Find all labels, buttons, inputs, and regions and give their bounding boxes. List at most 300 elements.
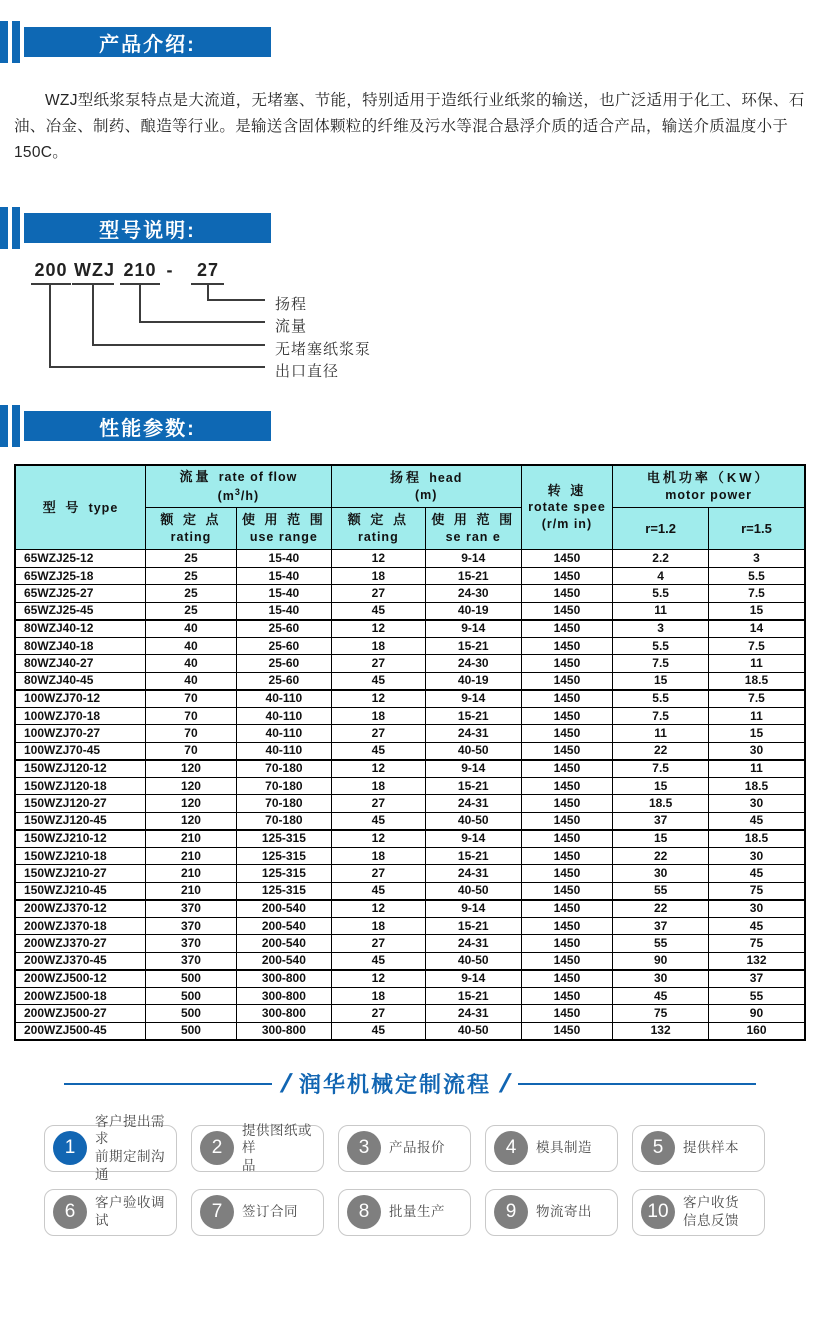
value-cell: 24-31 (425, 795, 521, 813)
value-cell: 7.5 (613, 655, 709, 673)
value-cell: 1450 (521, 585, 613, 603)
value-cell: 12 (331, 550, 425, 568)
value-cell: 3 (708, 550, 805, 568)
value-cell: 24-31 (425, 865, 521, 883)
decor-slash-right: / (498, 1068, 511, 1098)
model-token-outlet: 200 (34, 260, 68, 281)
model-cell: 65WZJ25-45 (15, 602, 145, 620)
value-cell: 40 (145, 655, 236, 673)
connector-line (49, 284, 265, 368)
value-cell: 15-21 (425, 847, 521, 865)
value-cell: 27 (331, 655, 425, 673)
value-cell: 22 (613, 847, 709, 865)
col-head-rating: 额 定 点 rating (331, 508, 425, 550)
process-step (338, 1125, 471, 1172)
value-cell: 1450 (521, 935, 613, 953)
value-cell: 30 (613, 865, 709, 883)
intro-paragraph: WZJ型纸浆泵特点是大流道，无堵塞、节能，特别适用于造纸行业纸浆的输送，也广泛适用于化工、环保、石油、冶金、制药、酿造等行业。是输送含固体颗粒的纤维及污水等混合悬浮介质的适合产品，输送介质温度小于150C。 (14, 92, 805, 162)
process-step (485, 1189, 618, 1236)
model-cell: 100WZJ70-12 (15, 690, 145, 708)
value-cell: 120 (145, 795, 236, 813)
value-cell: 24-30 (425, 655, 521, 673)
value-cell: 15-21 (425, 567, 521, 585)
process-step (44, 1113, 177, 1182)
step-label: 客户提出需求 前期定制沟通 (95, 1113, 165, 1182)
value-cell: 1450 (521, 795, 613, 813)
value-cell: 18.5 (708, 672, 805, 690)
value-cell: 40-110 (236, 742, 331, 760)
table-row (15, 935, 805, 953)
value-cell: 15-21 (425, 707, 521, 725)
process-step (191, 1122, 324, 1173)
value-cell: 40 (145, 672, 236, 690)
value-cell: 25 (145, 602, 236, 620)
table-row (15, 672, 805, 690)
value-cell: 40-110 (236, 725, 331, 743)
decor-line-right (518, 1083, 756, 1085)
value-cell: 18.5 (613, 795, 709, 813)
value-cell: 500 (145, 987, 236, 1005)
model-cell: 80WZJ40-12 (15, 620, 145, 638)
value-cell: 15 (708, 725, 805, 743)
value-cell: 210 (145, 882, 236, 900)
performance-table (14, 464, 806, 1040)
model-cell: 200WZJ370-18 (15, 917, 145, 935)
value-cell: 7.5 (708, 637, 805, 655)
model-cell: 65WZJ25-27 (15, 585, 145, 603)
value-cell: 5.5 (708, 567, 805, 585)
value-cell: 12 (331, 690, 425, 708)
section-header-model (0, 206, 820, 250)
value-cell: 15-21 (425, 637, 521, 655)
value-cell: 45 (331, 882, 425, 900)
value-cell: 45 (708, 812, 805, 830)
value-cell: 30 (708, 795, 805, 813)
value-cell: 1450 (521, 620, 613, 638)
section-title-intro: 产品介绍: (24, 27, 271, 57)
value-cell: 25-60 (236, 655, 331, 673)
value-cell: 300-800 (236, 1005, 331, 1023)
step-label: 签订合同 (242, 1204, 298, 1220)
value-cell: 125-315 (236, 830, 331, 848)
step-number-badge: 5 (641, 1131, 675, 1165)
value-cell: 90 (708, 1005, 805, 1023)
value-cell: 75 (708, 882, 805, 900)
value-cell: 9-14 (425, 900, 521, 918)
step-number-badge: 3 (347, 1131, 381, 1165)
value-cell: 45 (331, 672, 425, 690)
table-row (15, 865, 805, 883)
value-cell: 70-180 (236, 777, 331, 795)
value-cell: 25 (145, 567, 236, 585)
value-cell: 160 (708, 1022, 805, 1040)
diagram-label-pump: 无堵塞纸浆泵 (275, 341, 372, 359)
model-token-dash: - (166, 260, 174, 281)
step-number-badge: 8 (347, 1195, 381, 1229)
value-cell: 210 (145, 865, 236, 883)
value-cell: 15-21 (425, 987, 521, 1005)
value-cell: 40-19 (425, 672, 521, 690)
value-cell: 18 (331, 917, 425, 935)
table-row (15, 952, 805, 970)
value-cell: 18 (331, 707, 425, 725)
value-cell: 45 (331, 742, 425, 760)
decor-stripe (0, 405, 8, 447)
diagram-label-flow: 流量 (275, 318, 308, 336)
value-cell: 70 (145, 742, 236, 760)
value-cell: 25 (145, 550, 236, 568)
value-cell: 15 (613, 830, 709, 848)
model-token-head: 27 (196, 260, 220, 281)
value-cell: 18 (331, 777, 425, 795)
model-cell: 200WZJ500-45 (15, 1022, 145, 1040)
step-label: 物流寄出 (536, 1204, 592, 1220)
decor-slash-left: / (279, 1068, 292, 1098)
value-cell: 15 (708, 602, 805, 620)
value-cell: 370 (145, 917, 236, 935)
value-cell: 45 (331, 1022, 425, 1040)
table-row (15, 637, 805, 655)
model-cell: 150WZJ210-27 (15, 865, 145, 883)
model-token-flow: 210 (123, 260, 157, 281)
step-label: 产品报价 (389, 1140, 445, 1156)
table-row (15, 970, 805, 988)
table-row (15, 550, 805, 568)
table-row (15, 760, 805, 778)
value-cell: 12 (331, 760, 425, 778)
value-cell: 300-800 (236, 987, 331, 1005)
table-header (15, 465, 805, 549)
step-number-badge: 4 (494, 1131, 528, 1165)
value-cell: 1450 (521, 987, 613, 1005)
value-cell: 1450 (521, 725, 613, 743)
value-cell: 11 (708, 707, 805, 725)
value-cell: 1450 (521, 830, 613, 848)
value-cell: 1450 (521, 567, 613, 585)
value-cell: 9-14 (425, 690, 521, 708)
value-cell: 27 (331, 935, 425, 953)
model-cell: 65WZJ25-12 (15, 550, 145, 568)
value-cell: 11 (708, 655, 805, 673)
process-step (485, 1125, 618, 1172)
value-cell: 120 (145, 812, 236, 830)
value-cell: 1450 (521, 1022, 613, 1040)
value-cell: 55 (613, 935, 709, 953)
value-cell: 15-40 (236, 567, 331, 585)
value-cell: 4 (613, 567, 709, 585)
model-cell: 200WZJ370-12 (15, 900, 145, 918)
model-cell: 150WZJ120-12 (15, 760, 145, 778)
value-cell: 40 (145, 637, 236, 655)
value-cell: 1450 (521, 777, 613, 795)
value-cell: 200-540 (236, 900, 331, 918)
value-cell: 1450 (521, 602, 613, 620)
value-cell: 1450 (521, 637, 613, 655)
model-cell: 150WZJ210-45 (15, 882, 145, 900)
process-step (632, 1125, 765, 1172)
value-cell: 75 (613, 1005, 709, 1023)
value-cell: 12 (331, 900, 425, 918)
model-cell: 100WZJ70-27 (15, 725, 145, 743)
process-step (338, 1189, 471, 1236)
col-group-flow: 流量 rate of flow $(m^3/h)$ (145, 465, 331, 507)
col-type: 型 号 type (15, 465, 145, 549)
col-power-r12: r=1.2 (613, 508, 709, 550)
value-cell: 27 (331, 725, 425, 743)
value-cell: 40-110 (236, 690, 331, 708)
value-cell: 18 (331, 987, 425, 1005)
value-cell: 12 (331, 620, 425, 638)
decor-stripe (12, 21, 20, 63)
step-number-badge: 6 (53, 1195, 87, 1229)
value-cell: 300-800 (236, 1022, 331, 1040)
value-cell: 3 (613, 620, 709, 638)
value-cell: 30 (708, 742, 805, 760)
model-cell: 150WZJ210-12 (15, 830, 145, 848)
value-cell: 1450 (521, 865, 613, 883)
table-row (15, 795, 805, 813)
decor-stripe (12, 207, 20, 249)
table-row (15, 917, 805, 935)
step-number-badge: 2 (200, 1131, 234, 1165)
model-cell: 100WZJ70-45 (15, 742, 145, 760)
col-head-range: 使 用 范 围 se ran e (425, 508, 521, 550)
value-cell: 210 (145, 847, 236, 865)
model-cell: 65WZJ25-18 (15, 567, 145, 585)
value-cell: 120 (145, 760, 236, 778)
value-cell: 30 (613, 970, 709, 988)
value-cell: 1450 (521, 917, 613, 935)
value-cell: 24-31 (425, 935, 521, 953)
value-cell: 9-14 (425, 550, 521, 568)
value-cell: 24-31 (425, 1005, 521, 1023)
value-cell: 200-540 (236, 952, 331, 970)
table-row (15, 1022, 805, 1040)
value-cell: 9-14 (425, 620, 521, 638)
model-token-series: WZJ (74, 260, 115, 281)
value-cell: 25-60 (236, 672, 331, 690)
value-cell: 1450 (521, 952, 613, 970)
step-number-badge: 7 (200, 1195, 234, 1229)
value-cell: 15 (613, 777, 709, 795)
model-cell: 150WZJ120-45 (15, 812, 145, 830)
value-cell: 1450 (521, 882, 613, 900)
value-cell: 27 (331, 795, 425, 813)
value-cell: 40-19 (425, 602, 521, 620)
col-group-head: 扬程 head (m) (331, 465, 521, 507)
value-cell: 40-50 (425, 952, 521, 970)
value-cell: 11 (708, 760, 805, 778)
value-cell: 27 (331, 865, 425, 883)
table-row (15, 812, 805, 830)
model-cell: 200WZJ500-18 (15, 987, 145, 1005)
value-cell: 27 (331, 585, 425, 603)
col-group-power: 电机功率（KW） motor power (613, 465, 805, 507)
value-cell: 37 (613, 917, 709, 935)
value-cell: 9-14 (425, 830, 521, 848)
value-cell: 55 (708, 987, 805, 1005)
model-cell: 80WZJ40-18 (15, 637, 145, 655)
table-row (15, 690, 805, 708)
value-cell: 25 (145, 585, 236, 603)
value-cell: 25-60 (236, 620, 331, 638)
value-cell: 37 (613, 812, 709, 830)
value-cell: 40 (145, 620, 236, 638)
value-cell: 45 (708, 865, 805, 883)
model-cell: 200WZJ500-27 (15, 1005, 145, 1023)
model-cell: 150WZJ120-27 (15, 795, 145, 813)
value-cell: 40-50 (425, 812, 521, 830)
model-cell: 200WZJ370-45 (15, 952, 145, 970)
value-cell: 90 (613, 952, 709, 970)
value-cell: 9-14 (425, 760, 521, 778)
step-number-badge: 10 (641, 1195, 675, 1229)
value-cell: 1450 (521, 742, 613, 760)
table-row (15, 567, 805, 585)
step-number-badge: 1 (53, 1131, 87, 1165)
value-cell: 132 (708, 952, 805, 970)
value-cell: 15 (613, 672, 709, 690)
table-row (15, 725, 805, 743)
table-row (15, 900, 805, 918)
table-row (15, 602, 805, 620)
value-cell: 37 (708, 970, 805, 988)
value-cell: 18 (331, 637, 425, 655)
section-title-model: 型号说明: (24, 213, 271, 243)
value-cell: 18.5 (708, 830, 805, 848)
value-cell: 22 (613, 900, 709, 918)
value-cell: 70-180 (236, 760, 331, 778)
value-cell: 125-315 (236, 865, 331, 883)
value-cell: 70 (145, 725, 236, 743)
value-cell: 120 (145, 777, 236, 795)
value-cell: 5.5 (613, 690, 709, 708)
value-cell: 7.5 (708, 585, 805, 603)
process-step (632, 1189, 765, 1236)
value-cell: 22 (613, 742, 709, 760)
table-row (15, 1005, 805, 1023)
value-cell: 55 (613, 882, 709, 900)
value-cell: 14 (708, 620, 805, 638)
value-cell: 30 (708, 847, 805, 865)
value-cell: 11 (613, 725, 709, 743)
value-cell: 500 (145, 1022, 236, 1040)
model-cell: 150WZJ120-18 (15, 777, 145, 795)
value-cell: 1450 (521, 900, 613, 918)
value-cell: 500 (145, 970, 236, 988)
value-cell: 1450 (521, 690, 613, 708)
decor-stripe (12, 405, 20, 447)
value-cell: 5.5 (613, 585, 709, 603)
process-step (44, 1189, 177, 1236)
table-row (15, 707, 805, 725)
value-cell: 40-50 (425, 1022, 521, 1040)
value-cell: 300-800 (236, 970, 331, 988)
value-cell: 25-60 (236, 637, 331, 655)
value-cell: 7.5 (708, 690, 805, 708)
value-cell: 40-110 (236, 707, 331, 725)
decor-stripe (0, 21, 8, 63)
value-cell: 45 (613, 987, 709, 1005)
diagram-label-head: 扬程 (275, 296, 308, 314)
col-speed: 转 速 rotate spee (r/m in) (521, 465, 613, 549)
process-title-row (0, 1067, 820, 1101)
value-cell: 7.5 (613, 760, 709, 778)
value-cell: 1450 (521, 655, 613, 673)
value-cell: 370 (145, 900, 236, 918)
value-cell: 15-21 (425, 917, 521, 935)
value-cell: 200-540 (236, 917, 331, 935)
value-cell: 1450 (521, 847, 613, 865)
value-cell: 1450 (521, 672, 613, 690)
decor-line-left (64, 1083, 272, 1085)
value-cell: 1450 (521, 1005, 613, 1023)
model-cell: 200WZJ370-27 (15, 935, 145, 953)
value-cell: 70-180 (236, 812, 331, 830)
value-cell: 40-50 (425, 742, 521, 760)
value-cell: 40-50 (425, 882, 521, 900)
value-cell: 11 (613, 602, 709, 620)
decor-stripe (0, 207, 8, 249)
diagram-label-outlet: 出口直径 (275, 363, 340, 381)
value-cell: 500 (145, 1005, 236, 1023)
step-label: 提供样本 (683, 1140, 739, 1156)
value-cell: 18 (331, 847, 425, 865)
value-cell: 24-30 (425, 585, 521, 603)
model-cell: 150WZJ210-18 (15, 847, 145, 865)
value-cell: 1450 (521, 970, 613, 988)
section-header-params (0, 404, 820, 448)
table-row (15, 655, 805, 673)
value-cell: 15-40 (236, 585, 331, 603)
table-row (15, 777, 805, 795)
value-cell: 70-180 (236, 795, 331, 813)
value-cell: 1450 (521, 707, 613, 725)
value-cell: 370 (145, 952, 236, 970)
model-cell: 80WZJ40-27 (15, 655, 145, 673)
value-cell: 200-540 (236, 935, 331, 953)
value-cell: 1450 (521, 550, 613, 568)
table-row (15, 585, 805, 603)
table-row (15, 987, 805, 1005)
process-title: 润华机械定制流程 (298, 1072, 491, 1097)
value-cell: 370 (145, 935, 236, 953)
value-cell: 9-14 (425, 970, 521, 988)
step-label: 批量生产 (389, 1204, 445, 1220)
value-cell: 125-315 (236, 847, 331, 865)
table-row (15, 620, 805, 638)
table-row (15, 742, 805, 760)
value-cell: 45 (708, 917, 805, 935)
step-label: 模具制造 (536, 1140, 592, 1156)
col-flow-rating: 额 定 点 rating (145, 508, 236, 550)
table-row (15, 847, 805, 865)
value-cell: 15-40 (236, 602, 331, 620)
model-cell: 100WZJ70-18 (15, 707, 145, 725)
value-cell: 12 (331, 830, 425, 848)
model-cell: 200WZJ500-12 (15, 970, 145, 988)
section-title-params: 性能参数: (24, 411, 271, 441)
value-cell: 18.5 (708, 777, 805, 795)
value-cell: 45 (331, 812, 425, 830)
value-cell: 12 (331, 970, 425, 988)
value-cell: 70 (145, 690, 236, 708)
process-steps (0, 1113, 820, 1236)
value-cell: 15-21 (425, 777, 521, 795)
performance-table-body (15, 550, 805, 1040)
col-flow-range: 使 用 范 围 use range (236, 508, 331, 550)
value-cell: 7.5 (613, 707, 709, 725)
